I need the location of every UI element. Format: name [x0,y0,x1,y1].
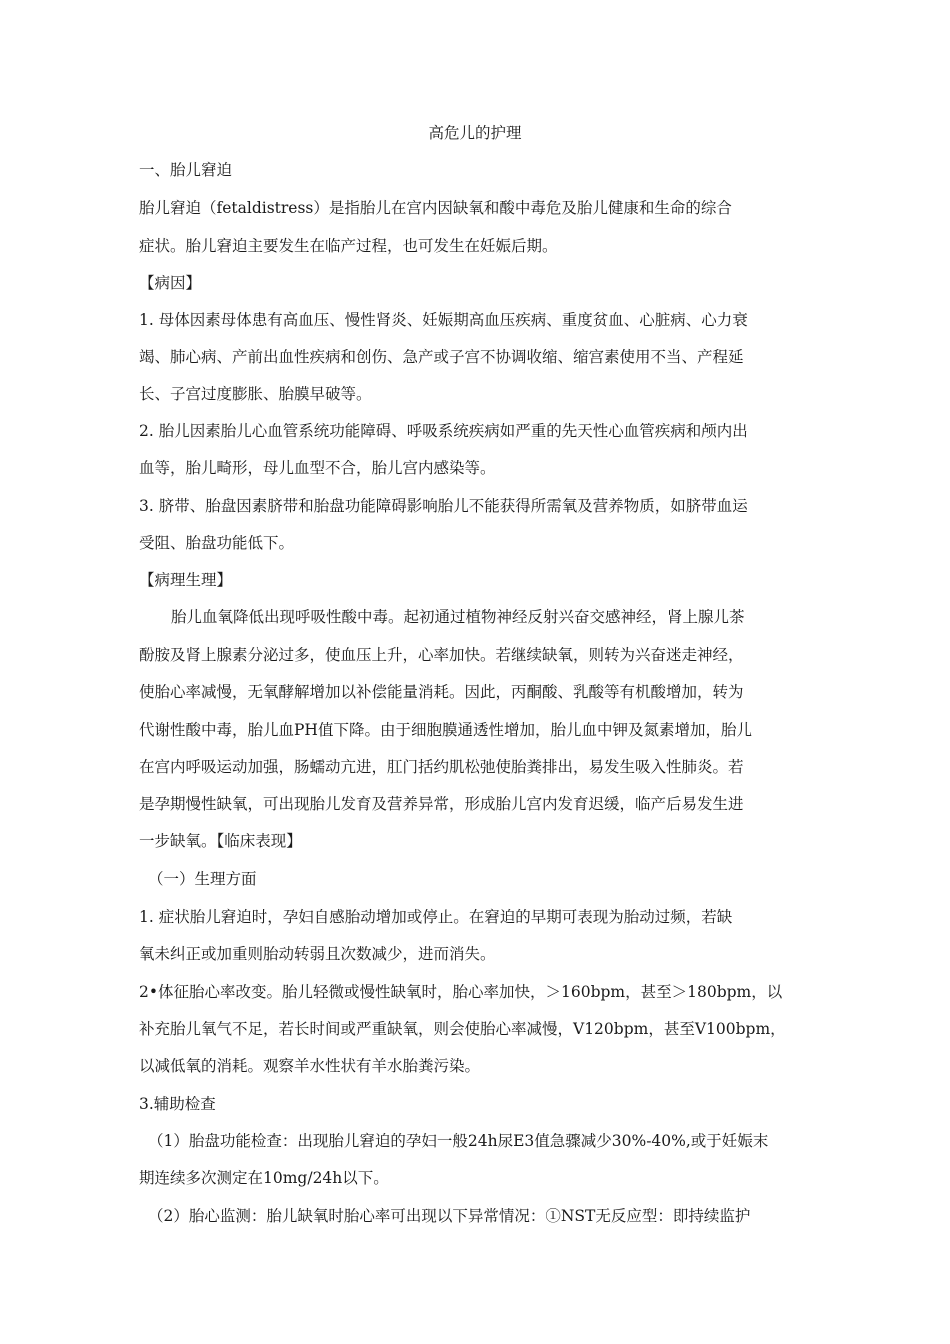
paragraph-line: （1）胎盘功能检查：出现胎儿窘迫的孕妇一般24h尿E3值急骤减少30%-40%,或于妊娠末 [148,1132,769,1150]
paragraph-line: 是孕期慢性缺氧，可出现胎儿发育及营养异常，形成胎儿宫内发育迟缓，临产后易发生进 [139,795,744,813]
paragraph-line: 在宫内呼吸运动加强，肠蠕动亢进，肛门括约肌松弛使胎粪排出，易发生吸入性肺炎。若 [139,758,744,776]
paragraph-line: 症状。胎儿窘迫主要发生在临产过程，也可发生在妊娠后期。 [139,237,558,255]
subsection-heading: 3.辅助检查 [139,1095,216,1113]
subsection-heading: （一）生理方面 [148,870,257,888]
paragraph-line: 竭、肺心病、产前出血性疾病和创伤、急产或子宫不协调收缩、缩宫素使用不当、产程延 [139,348,744,366]
paragraph-line: 代谢性酸中毒，胎儿血PH值下降。由于细胞膜通透性增加，胎儿血中钾及氮素增加，胎儿 [139,721,752,739]
paragraph-line: 氧未纠正或加重则胎动转弱且次数减少，进而消失。 [139,945,496,963]
document-title: 高危儿的护理 [428,124,522,142]
paragraph-line: 使胎心率减慢，无氧酵解增加以补偿能量消耗。因此，丙酮酸、乳酸等有机酸增加，转为 [139,683,744,701]
paragraph-line: 胎儿窘迫（fetaldistress）是指胎儿在宫内因缺氧和酸中毒危及胎儿健康和生命的综合 [139,199,732,217]
section-heading: 一、胎儿窘迫 [139,161,233,179]
paragraph-line: 1. 母体因素母体患有高血压、慢性肾炎、妊娠期高血压疾病、重度贫血、心脏病、心力衰 [139,311,748,329]
subsection-heading: 【病理生理】 [139,571,233,589]
paragraph-line: 1. 症状胎儿窘迫时，孕妇自感胎动增加或停止。在窘迫的早期可表现为胎动过频，若缺 [139,908,733,926]
paragraph-line: 3. 脐带、胎盘因素脐带和胎盘功能障碍影响胎儿不能获得所需氧及营养物质，如脐带血运 [139,497,748,515]
paragraph-line: 血等，胎儿畸形，母儿血型不合，胎儿宫内感染等。 [139,459,496,477]
paragraph-line: 胎儿血氧降低出现呼吸性酸中毒。起初通过植物神经反射兴奋交感神经，肾上腺儿茶 [171,608,745,626]
paragraph-line: 2•体征胎心率改变。胎儿轻微或慢性缺氧时，胎心率加快，＞160bpm，甚至＞180bpm，以 [139,983,783,1001]
paragraph-line: 长、子宫过度膨胀、胎膜早破等。 [139,385,372,403]
paragraph-line: （2）胎心监测：胎儿缺氧时胎心率可出现以下异常情况：①NST无反应型：即持续监护 [148,1207,751,1225]
subsection-heading: 【病因】 [139,274,202,292]
paragraph-line: 以减低氧的消耗。观察羊水性状有羊水胎粪污染。 [139,1057,481,1075]
paragraph-line: 补充胎儿氧气不足，若长时间或严重缺氧，则会使胎心率减慢，V120bpm，甚至V100bpm， [139,1020,786,1038]
paragraph-line: 2. 胎儿因素胎儿心血管系统功能障碍、呼吸系统疾病如严重的先天性心血管疾病和颅内出 [139,422,748,440]
paragraph-line: 期连续多次测定在10mg/24h以下。 [139,1169,389,1187]
paragraph-line: 酚胺及肾上腺素分泌过多，使血压上升，心率加快。若继续缺氧，则转为兴奋迷走神经， [139,646,744,664]
paragraph-line: 一步缺氧。【临床表现】 [139,832,302,850]
paragraph-line: 受阻、胎盘功能低下。 [139,534,295,552]
